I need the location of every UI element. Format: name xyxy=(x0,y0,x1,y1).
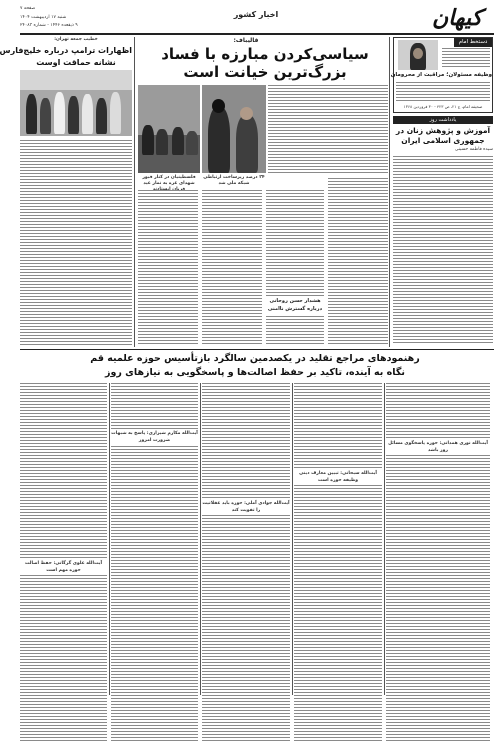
main-photo-right xyxy=(202,85,266,173)
article-title-1: آموزش و پژوهش زنان در جمهوری اسلامی ایران xyxy=(395,126,491,145)
left-body xyxy=(20,140,132,348)
bottom-top-rule xyxy=(20,349,494,350)
article-body xyxy=(393,156,493,346)
main-kicker: قالیباف: xyxy=(233,37,259,44)
main-photo-left xyxy=(138,85,200,173)
page-number: صفحه ۷ xyxy=(20,6,36,11)
column-divider-left xyxy=(134,37,135,347)
bottom-subhead-e: آیت‌الله علوی گرگانی: حفظ اصالت حوزه مهم است xyxy=(20,560,107,574)
bottom-col-3 xyxy=(202,383,290,695)
bottom-subhead-b: آیت‌الله سبحانی: تبیین معارف دینی وظیفه حوزه است xyxy=(294,470,382,484)
imam-box-text xyxy=(396,82,490,104)
bottom-col-5 xyxy=(20,383,107,695)
bottom-subhead-a: آیت‌الله نوری همدانی: حوزه پاسخگوی مسائل روز باشد xyxy=(386,440,490,454)
bottom-col-2 xyxy=(294,383,382,695)
newspaper-logo: کیهان xyxy=(431,6,483,31)
date-line: شنبه ۱۷ اردیبهشت ۱۴۰۴ xyxy=(20,15,67,20)
imam-box-label: دستخط امام xyxy=(454,38,492,47)
photo-caption-left: فلسطینیان در کنار قبور شهدای غزه به نماز عید xyxy=(142,175,196,186)
bottom-headline-1: رهنمودهای مراجع تقلید در یکصدمین سالگرد بازتأسیس حوزه علمیه قم xyxy=(90,353,420,364)
article-author: سیده فاطمه حسینی xyxy=(454,147,493,152)
left-headline-1: اظهارات ترامپ درباره خلیج‌فارس xyxy=(0,46,132,55)
bottom-subhead-c: آیت‌الله جوادی آملی: حوزه باید عقلانیت را تقویت کند xyxy=(202,501,290,513)
imam-portrait xyxy=(398,40,438,70)
bottom-divider-2 xyxy=(292,383,293,695)
main-lead-text xyxy=(268,85,388,175)
left-kicker: خطیب جمعه تهران: xyxy=(54,37,98,42)
left-photo xyxy=(20,70,132,136)
main-body-col3 xyxy=(202,190,262,348)
section-title: اخبار کشور xyxy=(233,10,279,19)
bottom-divider-4 xyxy=(109,383,110,695)
issue-line: ۹ ذیقعده ۱۴۴۶ - شماره ۲۴۰۸۳ xyxy=(20,23,78,28)
photo-caption-right: ۲۴ درصد زیرساخت ارتباطی شبکه ملی شد xyxy=(203,175,265,186)
bottom-divider-1 xyxy=(384,383,385,695)
main-body-col4 xyxy=(138,190,198,348)
article-kicker: یادداشت روز xyxy=(393,116,493,124)
bottom-subhead-d: آیت‌الله مکارم شیرازی: پاسخ به شبهات ضرورت امروز xyxy=(111,431,198,443)
bottom-headline-2: نگاه به آینده، تاکید بر حفظ اصالت‌ها و پاسخگویی به نیازهای روز xyxy=(105,367,405,378)
main-body-col2 xyxy=(266,190,324,348)
left-headline-2: نشانه حماقت اوست xyxy=(36,58,116,67)
bottom-col-1 xyxy=(386,383,490,695)
bottom-divider-3 xyxy=(200,383,201,695)
masthead-rule xyxy=(20,33,494,35)
imam-handwriting xyxy=(442,48,490,70)
main-headline-2: بزرگ‌ترین خیانت است xyxy=(183,63,347,81)
main-body-col1 xyxy=(328,178,388,348)
mid-subhead-2: درباره گسترش ناامنی xyxy=(267,306,323,312)
main-headline-1: سیاسی‌کردن مبارزه با فساد xyxy=(161,45,369,63)
mid-subhead-1: هشدار حسن روحانی xyxy=(266,298,324,306)
imam-box-caption: صحیفه امام، ج ۲۱، ص ۴۲۳ - ۳۰ فروردین ۱۳۶۸ xyxy=(403,104,483,109)
column-divider-right xyxy=(389,37,390,347)
imam-box-title: وظیفه مسئولان؛ مراقبت از محرومان xyxy=(390,72,492,78)
